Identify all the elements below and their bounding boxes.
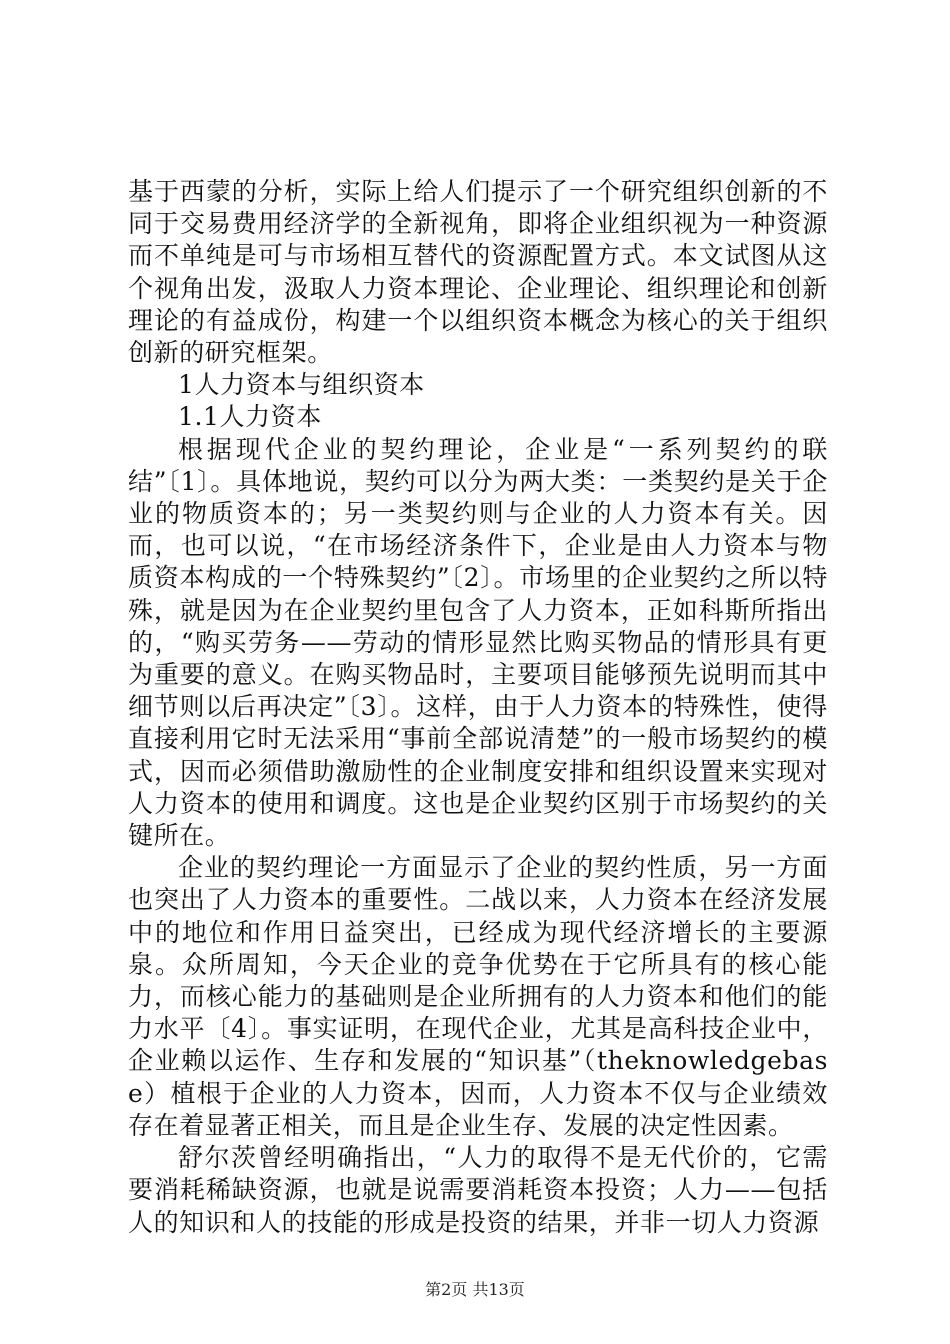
document-body	[128, 176, 828, 1239]
paragraph-contract-theory: 根据现代企业的契约理论，企业是“一系列契约的联结”〔1〕。具体地说，契约可以分为两大类：一类契约是关于企业的物质资本的；另一类契约则与企业的人力资本有关。因而，也可以说，“在市场经济条件下，企业是由人力资本与物质资本构成的一个特殊契约”〔2〕。市场里的企业契约之所以特殊，就是因为在企业契约里包含了人力资本，正如科斯所指出的，“购买劳务——劳动的情形显然比购买物品的情形具有更为重要的意义。在购买物品时，主要项目能够预先说明而其中细节则以后再决定”〔3〕。这样，由于人力资本的特殊性，使得直接利用它时无法采用“事前全部说清楚”的一般市场契约的模式，因而必须借助激励性的企业制度安排和组织设置来实现对人力资本的使用和调度。这也是企业契约区别于市场契约的关键所在。	[128, 434, 828, 851]
page-footer: 第2页 共13页	[425, 1280, 525, 1299]
paragraph-intro: 基于西蒙的分析，实际上给人们提示了一个研究组织创新的不同于交易费用经济学的全新视角，即将企业组织视为一种资源而不单纯是可与市场相互替代的资源配置方式。本文试图从这个视角出发，汲取人力资本理论、企业理论、组织理论和创新理论的有益成份，构建一个以组织资本概念为核心的关于组织创新的研究框架。	[128, 177, 828, 368]
paragraph-human-capital-importance: 企业的契约理论一方面显示了企业的契约性质，另一方面也突出了人力资本的重要性。二战以来，人力资本在经济发展中的地位和作用日益突出，已经成为现代经济增长的主要源泉。众所周知，今天企业的竞争优势在于它所具有的核心能力，而核心能力的基础则是企业所拥有的人力资本和他们的能力水平〔4〕。事实证明，在现代企业，尤其是高科技企业中，企业赖以运作、生存和发展的“知识基”（theknowledgebase）植根于企业的人力资本，因而，人力资本不仅与企业绩效存在着显著正相关，而且是企业生存、发展的决定性因素。	[128, 853, 828, 1140]
paragraph-schultz: 舒尔茨曾经明确指出，“人力的取得不是无代价的，它需要消耗稀缺资源，也就是说需要消耗资本投资；人力——包括人的知识和人的技能的形成是投资的结果，并非一切人力资源	[128, 1143, 828, 1237]
subsection-heading: 1.1人力资本	[178, 402, 322, 432]
section-heading: 1人力资本与组织资本	[178, 370, 425, 400]
